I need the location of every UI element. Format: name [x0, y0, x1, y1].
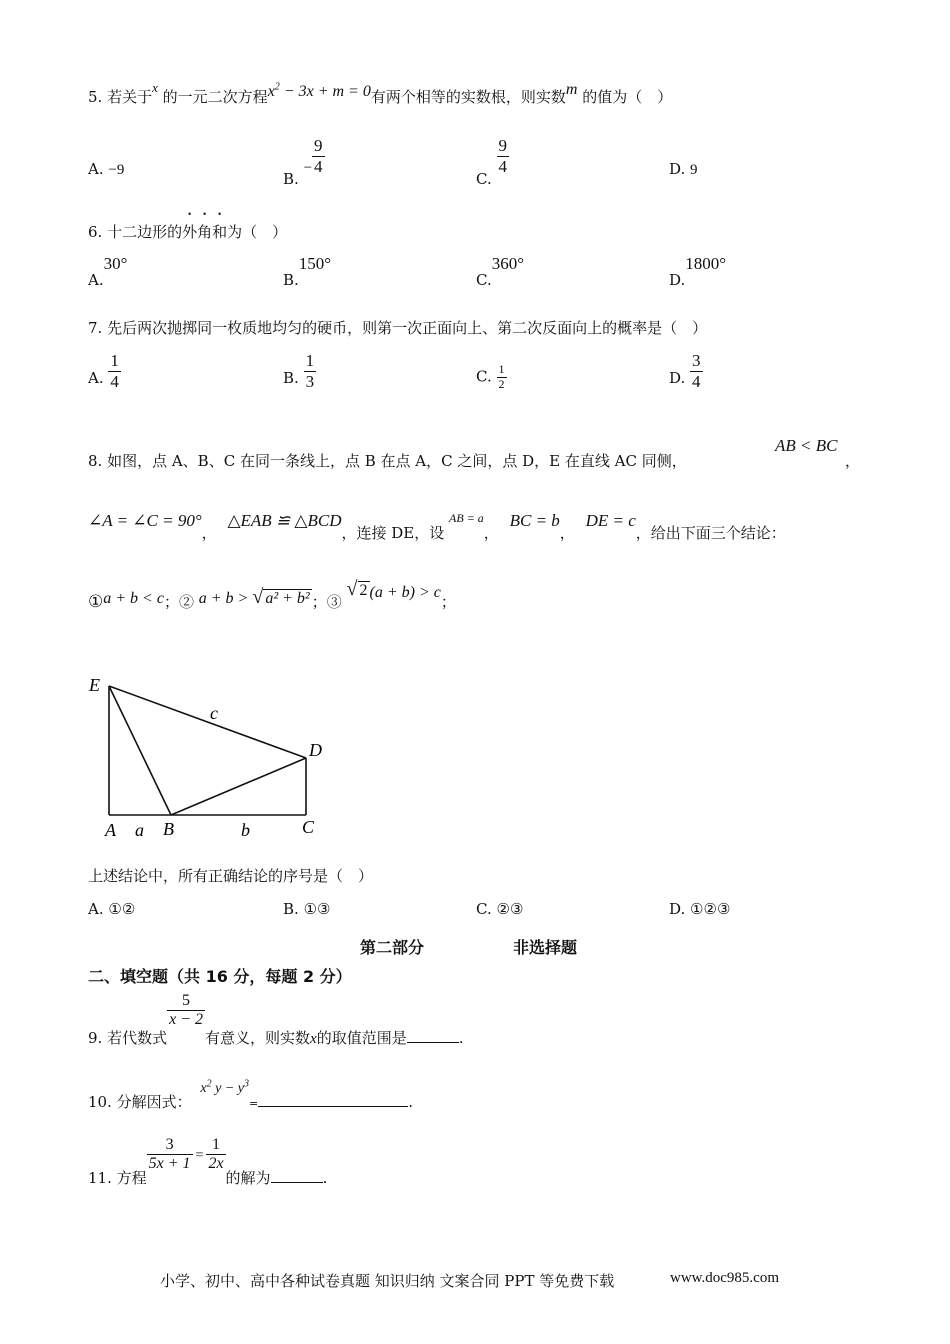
question-6-stem: 6. 十二边形的外角和为（ ）	[88, 223, 288, 241]
stem-text: 的值为（ ）	[582, 88, 673, 106]
question-9: 9. 若代数式 $\frac{5}{x - 2}$ 有意义，则实数x的取值范围是 .	[88, 992, 464, 1047]
question-7-stem: 7. 先后两次抛掷同一枚质地均匀的硬币，则第一次正面向上、第二次反面向上的概率是（ ）	[88, 319, 708, 337]
footer-text: 小学、初中、高中各种试卷真题 知识归纳 文案合同 PPT 等免费下载	[160, 1272, 615, 1290]
answer-blank[interactable]	[271, 1168, 323, 1183]
q8-option-d[interactable]: D. ①②③	[669, 900, 731, 918]
q7-option-d[interactable]: D. $\frac{3}{4}$	[669, 351, 701, 391]
q7-option-c[interactable]: C. $\frac{1}{2}$	[476, 362, 505, 391]
q8-inequality: AB < BC	[775, 436, 838, 455]
q8-question: 上述结论中，所有正确结论的序号是（ ）	[88, 867, 374, 885]
question-11: 11. 方程 $\frac{3}{5x + 1}$ = $\frac{1}{2x}$ 的解为 .	[88, 1136, 328, 1187]
equation: $x^2 - 3x + m = 0$	[267, 81, 371, 100]
label-a: a	[135, 820, 144, 840]
answer-blank[interactable]	[407, 1028, 459, 1043]
label-C: C	[302, 817, 315, 837]
stem-text: 若关于	[107, 88, 153, 106]
q8-option-a[interactable]: A. ①②	[88, 900, 136, 918]
question-number: 5.	[88, 88, 103, 106]
q7-option-b[interactable]: B. $\frac{1}{3}$	[283, 351, 315, 391]
label-E: E	[89, 675, 100, 695]
question-8-line1: 8. 如图，点 A、B、C 在同一条线上，点 B 在点 A，C 之间，点 D，E 在直线 AC 同侧，	[88, 452, 687, 470]
section-2-title: 二、填空题（共 16 分，每题 2 分）	[88, 967, 352, 986]
q8-conclusions: ①a + b < c；② a + b > √ a² + b² ；③ √ 2 (a + b) > c；	[88, 578, 456, 612]
variable-x: x	[152, 80, 158, 95]
q8-option-b[interactable]: B. ①③	[283, 900, 331, 918]
stem-text: 有两个相等的实数根，则实数	[370, 88, 566, 106]
stem-text: 的一元二次方程	[162, 88, 268, 106]
part-2-subtitle: 非选择题	[513, 938, 578, 957]
q6-option-a[interactable]: A.30°	[88, 254, 128, 289]
q8-comma: ，	[845, 452, 861, 470]
footer-link[interactable]: www.doc985.com	[670, 1270, 780, 1286]
q6-option-c[interactable]: C.360°	[476, 254, 525, 289]
answer-blank[interactable]	[258, 1092, 408, 1107]
question-8-line2: ∠A = ∠C = 90°， △EAB ≌ △BCD，连接 DE，设 $^{AB = a}$， BC = b， DE = c，给出下面三个结论：	[88, 511, 786, 542]
label-c: c	[210, 703, 218, 723]
question-5-stem	[88, 80, 673, 107]
part-2-title: 第二部分	[360, 938, 425, 957]
segment-BD	[171, 758, 306, 815]
q5-option-d[interactable]: D. 9	[669, 160, 698, 178]
question-10: 10. 分解因式： $x^2$ $y - y^3_=$ .	[88, 1078, 413, 1111]
q5-option-c[interactable]: C. $\frac{9}{4}$	[476, 136, 507, 189]
variable-m: m	[565, 81, 578, 98]
geometry-figure	[85, 670, 345, 845]
label-D: D	[309, 740, 322, 760]
q5-option-a[interactable]: A. −9	[88, 160, 125, 178]
q5-option-b[interactable]: B. − $\frac{9}{4}$	[283, 136, 323, 189]
q8-option-c[interactable]: C. ②③	[476, 900, 524, 918]
q6-option-d[interactable]: D.1800°	[669, 254, 727, 289]
label-b: b	[241, 820, 250, 840]
q6-option-b[interactable]: B.150°	[283, 254, 332, 289]
q7-option-a[interactable]: A. $\frac{1}{4}$	[88, 351, 119, 391]
label-A: A	[105, 820, 116, 840]
label-B: B	[163, 819, 174, 839]
